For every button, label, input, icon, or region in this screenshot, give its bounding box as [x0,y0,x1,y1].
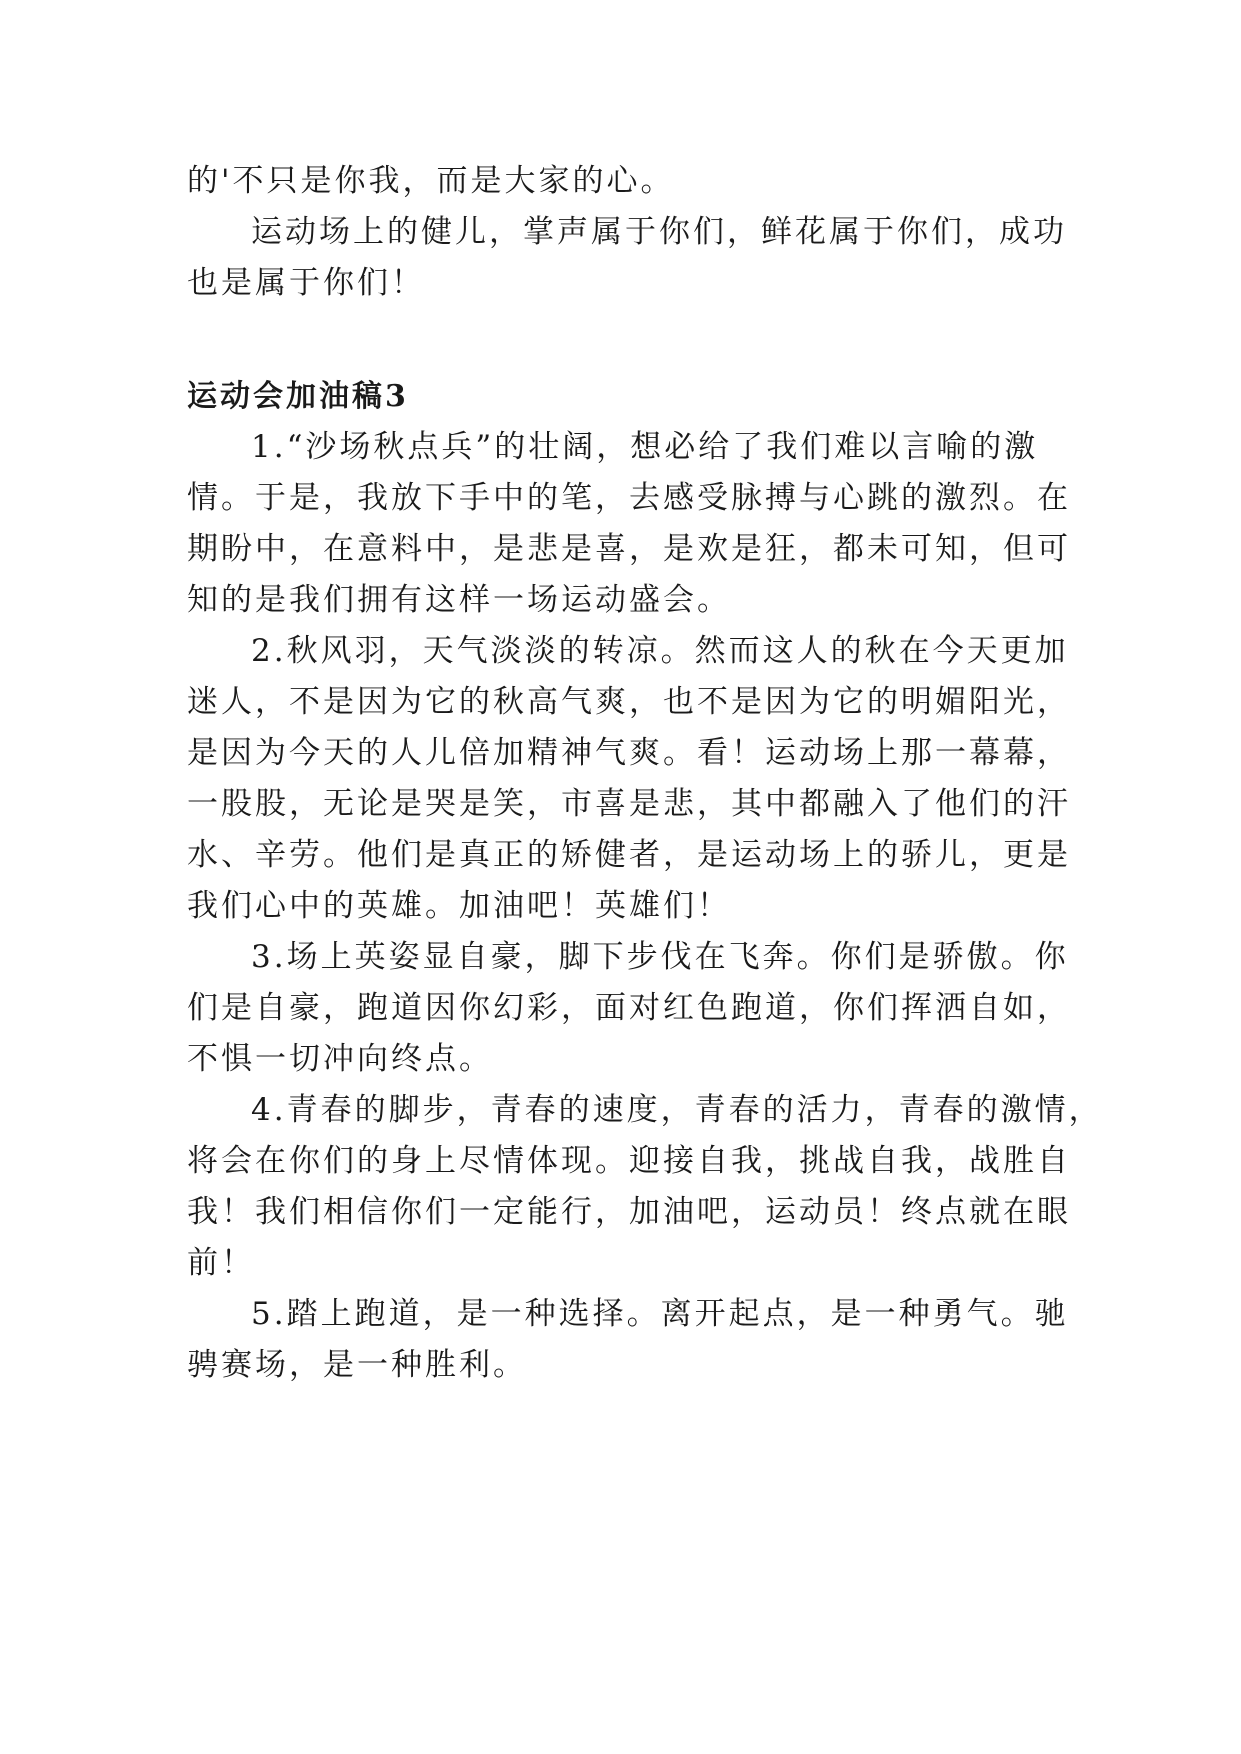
text-line: 一股股，无论是哭是笑，市喜是悲，其中都融入了他们的汗 [187,786,1071,822]
text-line: 5.踏上跑道，是一种选择。离开起点，是一种勇气。驰 [251,1296,1069,1332]
text-line: 4.青春的脚步，青春的速度，青春的活力，青春的激情， [251,1092,1103,1128]
paragraph-item-4 [187,1085,1103,1289]
paragraph-item-2 [187,626,1071,932]
text-line: 2.秋风羽，天气淡淡的转凉。然而这人的秋在今天更加 [251,633,1069,669]
paragraph-item-5 [187,1289,1067,1391]
text-line: 3.场上英姿显自豪，脚下步伐在飞奔。你们是骄傲。你 [251,939,1069,975]
section-spacer [187,309,1067,371]
text-line: 们是自豪，跑道因你幻彩，面对红色跑道，你们挥洒自如， [187,990,1071,1026]
text-line: 不惧一切冲向终点。 [187,1041,493,1077]
text-line: 运动场上的健儿，掌声属于你们，鲜花属于你们，成功 [251,214,1067,250]
text-line: 我们心中的英雄。加油吧！英雄们！ [187,888,731,924]
paragraph-item-1 [187,422,1071,626]
paragraph-item-3 [187,932,1071,1085]
text-line: 的'不只是你我，而是大家的心。 [187,163,675,199]
text-line: 前！ [187,1245,255,1281]
text-line: 水、辛劳。他们是真正的矫健者，是运动场上的骄儿，更是 [187,837,1071,873]
text-line: 知的是我们拥有这样一场运动盛会。 [187,582,731,618]
text-line: 1.“沙场秋点兵”的壮阔，想必给了我们难以言喻的激 [251,429,1039,465]
text-line: 期盼中，在意料中，是悲是喜，是欢是狂，都未可知，但可 [187,531,1071,567]
text-line: 迷人，不是因为它的秋高气爽，也不是因为它的明媚阳光， [187,684,1071,720]
section-title: 运动会加油稿3 [187,379,409,414]
document-body [187,156,1103,1391]
text-line: 我！我们相信你们一定能行，加油吧，运动员！终点就在眼 [187,1194,1071,1230]
paragraph-cheer [187,207,1067,309]
paragraph-intro-tail [187,156,1067,207]
text-line: 骋赛场，是一种胜利。 [187,1347,527,1383]
text-line: 将会在你们的身上尽情体现。迎接自我，挑战自我，战胜自 [187,1143,1071,1179]
text-line: 是因为今天的人儿倍加精神气爽。看！运动场上那一幕幕， [187,735,1071,771]
text-line: 情。于是，我放下手中的笔，去感受脉搏与心跳的激烈。在 [187,480,1071,516]
text-line: 也是属于你们！ [187,265,425,301]
